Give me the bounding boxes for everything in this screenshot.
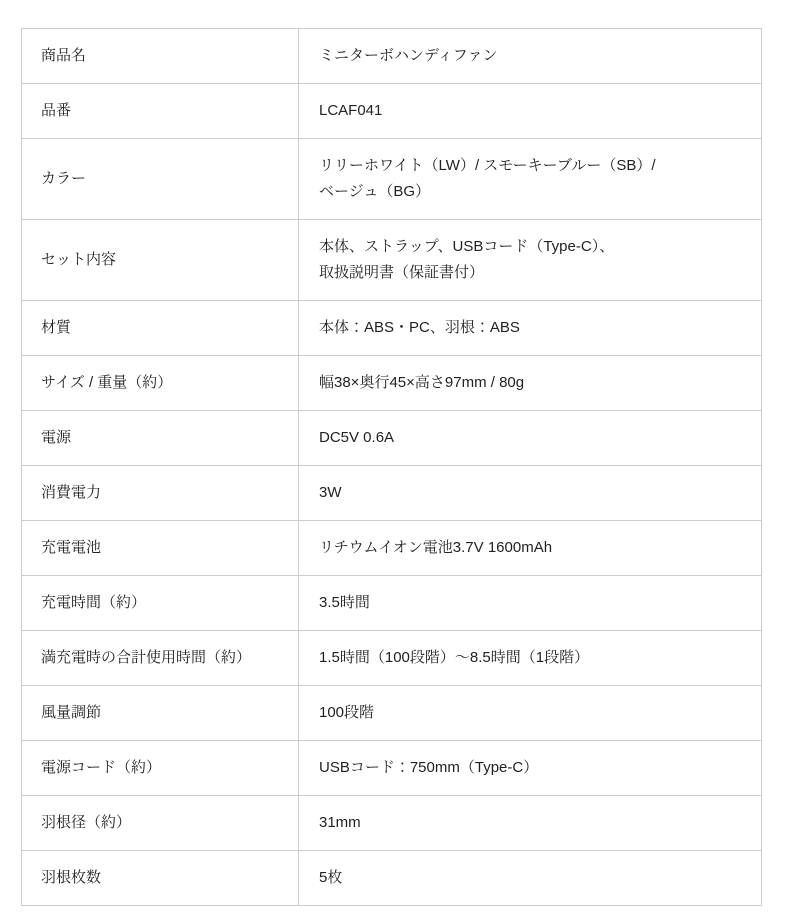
table-row bbox=[22, 521, 762, 576]
table-row bbox=[22, 220, 762, 301]
spec-value-line: LCAF041 bbox=[319, 102, 383, 119]
spec-value-line: 3.5時間 bbox=[319, 594, 370, 611]
spec-value-line: ミニターボハンディファン bbox=[319, 47, 498, 64]
spec-label: 材質 bbox=[22, 301, 299, 356]
spec-value-line: DC5V 0.6A bbox=[319, 429, 395, 446]
table-row bbox=[22, 411, 762, 466]
table-row bbox=[22, 686, 762, 741]
spec-label: 充電電池 bbox=[22, 521, 299, 576]
spec-value-line: 31mm bbox=[319, 814, 361, 831]
spec-value-line: リリーホワイト（LW）/ スモーキーブルー（SB）/ bbox=[319, 157, 656, 174]
spec-label: 電源コード（約） bbox=[22, 741, 299, 796]
table-row bbox=[22, 576, 762, 631]
spec-label: サイズ / 重量（約） bbox=[22, 356, 299, 411]
spec-value bbox=[299, 686, 762, 741]
spec-value-line: USBコード：750mm（Type-C） bbox=[319, 759, 539, 776]
spec-label: 電源 bbox=[22, 411, 299, 466]
spec-table-body bbox=[22, 29, 762, 906]
table-row bbox=[22, 139, 762, 220]
spec-value-line: 5枚 bbox=[319, 869, 343, 886]
spec-value bbox=[299, 521, 762, 576]
spec-label: セット内容 bbox=[22, 220, 299, 301]
spec-value-line: リチウムイオン電池3.7V 1600mAh bbox=[319, 539, 553, 556]
spec-label: 羽根径（約） bbox=[22, 796, 299, 851]
spec-label: 消費電力 bbox=[22, 466, 299, 521]
spec-label: 満充電時の合計使用時間（約） bbox=[22, 631, 299, 686]
table-row bbox=[22, 29, 762, 84]
spec-value bbox=[299, 84, 762, 139]
table-row bbox=[22, 796, 762, 851]
spec-value bbox=[299, 301, 762, 356]
spec-value-line: 3W bbox=[319, 484, 342, 501]
spec-value-line: ベージュ（BG） bbox=[319, 183, 431, 200]
spec-value-line: 取扱説明書（保証書付） bbox=[319, 264, 485, 281]
spec-label: 商品名 bbox=[22, 29, 299, 84]
spec-label: 羽根枚数 bbox=[22, 851, 299, 906]
spec-label: 充電時間（約） bbox=[22, 576, 299, 631]
spec-value bbox=[299, 851, 762, 906]
spec-value bbox=[299, 466, 762, 521]
spec-label: 品番 bbox=[22, 84, 299, 139]
table-row bbox=[22, 301, 762, 356]
spec-value bbox=[299, 796, 762, 851]
spec-value-line: 本体、ストラップ、USBコード（Type-C）、 bbox=[319, 238, 615, 255]
spec-value bbox=[299, 220, 762, 301]
spec-value bbox=[299, 741, 762, 796]
table-row bbox=[22, 741, 762, 796]
spec-value-line: 100段階 bbox=[319, 704, 375, 721]
table-row bbox=[22, 356, 762, 411]
spec-value bbox=[299, 356, 762, 411]
spec-value-line: 1.5時間（100段階）～8.5時間（1段階） bbox=[319, 649, 590, 666]
spec-label: カラー bbox=[22, 139, 299, 220]
spec-label: 風量調節 bbox=[22, 686, 299, 741]
spec-value bbox=[299, 139, 762, 220]
spec-value-line: 幅38×奥行45×高さ97mm / 80g bbox=[319, 374, 525, 391]
table-row bbox=[22, 466, 762, 521]
table-row bbox=[22, 631, 762, 686]
spec-value-line: 本体：ABS・PC、羽根：ABS bbox=[319, 319, 520, 336]
spec-value bbox=[299, 29, 762, 84]
table-row bbox=[22, 851, 762, 906]
product-spec-table bbox=[21, 28, 762, 906]
spec-value bbox=[299, 631, 762, 686]
spec-value bbox=[299, 576, 762, 631]
spec-value bbox=[299, 411, 762, 466]
table-row bbox=[22, 84, 762, 139]
